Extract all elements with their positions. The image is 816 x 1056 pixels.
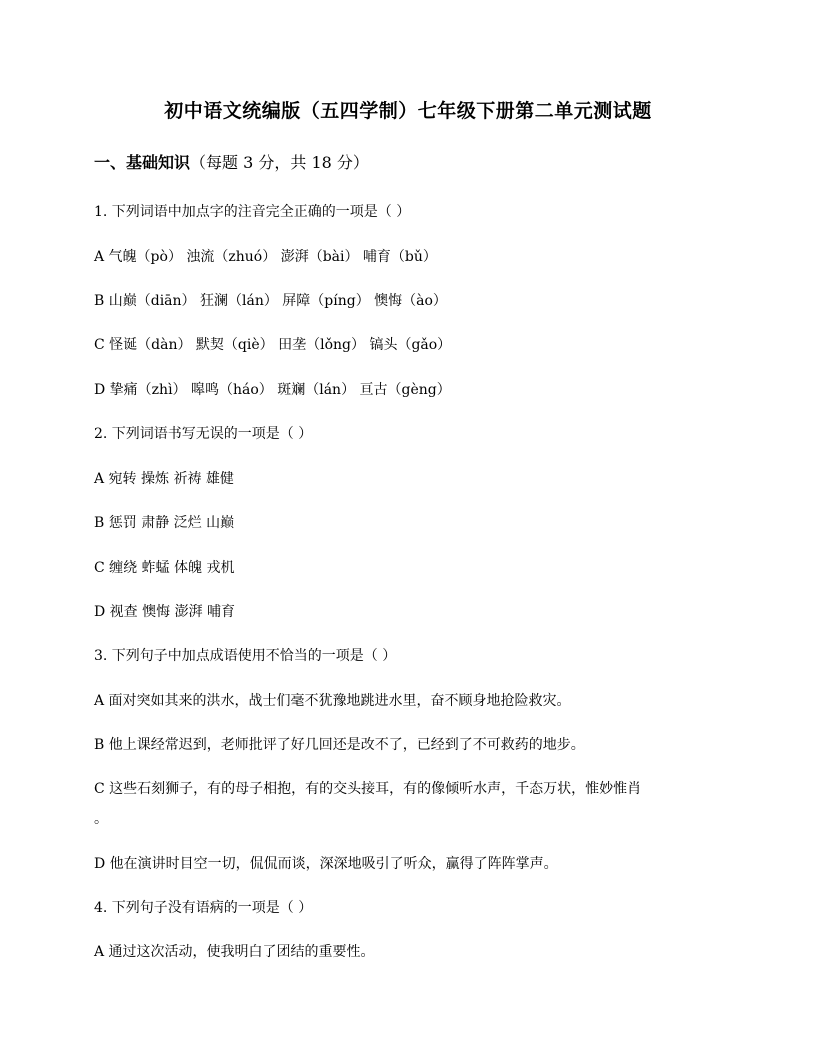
question-1-option-c: C 怪诞（dàn） 默契（qiè） 田垄（lǒng） 镐头（gǎo） bbox=[94, 337, 452, 353]
question-1-option-d: D 挚痛（zhì） 嗥鸣（háo） 斑斓（lán） 亘古（gèng） bbox=[94, 382, 451, 398]
question-3-stem: 3. 下列句子中加点成语使用不恰当的一项是（ ） bbox=[94, 648, 397, 664]
document-title: 初中语文统编版（五四学制）七年级下册第二单元测试题 bbox=[164, 100, 652, 122]
question-2-stem: 2. 下列词语书写无误的一项是（ ） bbox=[94, 426, 313, 442]
question-2-option-c: C 缠绕 蚱蜢 体魄 戎机 bbox=[94, 560, 235, 576]
question-3-option-c: C 这些石刻狮子，有的母子相抱，有的交头接耳，有的像倾听水声，千态万状，惟妙惟肖 bbox=[94, 781, 642, 797]
question-3-option-d: D 他在演讲时目空一切，侃侃而谈，深深地吸引了听众，赢得了阵阵掌声。 bbox=[94, 856, 558, 872]
question-2-option-a: A 宛转 操炼 祈祷 雄健 bbox=[94, 471, 234, 487]
question-3-option-b: B 他上课经常迟到，老师批评了好几回还是改不了，已经到了不可救药的地步。 bbox=[94, 737, 585, 753]
question-1-option-b: B 山巅（diān） 狂澜（lán） 屏障（píng） 懊悔（ào） bbox=[94, 293, 447, 309]
question-3-option-a: A 面对突如其来的洪水，战士们毫不犹豫地跳进水里，奋不顾身地抢险救灾。 bbox=[94, 693, 571, 709]
question-1-stem: 1. 下列词语中加点字的注音完全正确的一项是（ ） bbox=[94, 204, 411, 220]
question-2-option-b: B 惩罚 肃静 泛烂 山巅 bbox=[94, 515, 235, 531]
question-1-option-a: A 气魄（pò） 浊流（zhuó） 澎湃（bài） 哺育（bǔ） bbox=[94, 249, 437, 265]
question-4-option-a: A 通过这次活动，使我明白了团结的重要性。 bbox=[94, 944, 375, 960]
section-heading-label: 一、基础知识 bbox=[94, 153, 191, 172]
question-4-stem: 4. 下列句子没有语病的一项是（ ） bbox=[94, 900, 313, 916]
section-heading bbox=[94, 150, 369, 173]
question-3-option-c-continuation: 。 bbox=[94, 811, 108, 827]
section-heading-note: （每题 3 分，共 18 分） bbox=[190, 153, 369, 172]
question-2-option-d: D 视查 懊悔 澎湃 哺育 bbox=[94, 604, 236, 620]
